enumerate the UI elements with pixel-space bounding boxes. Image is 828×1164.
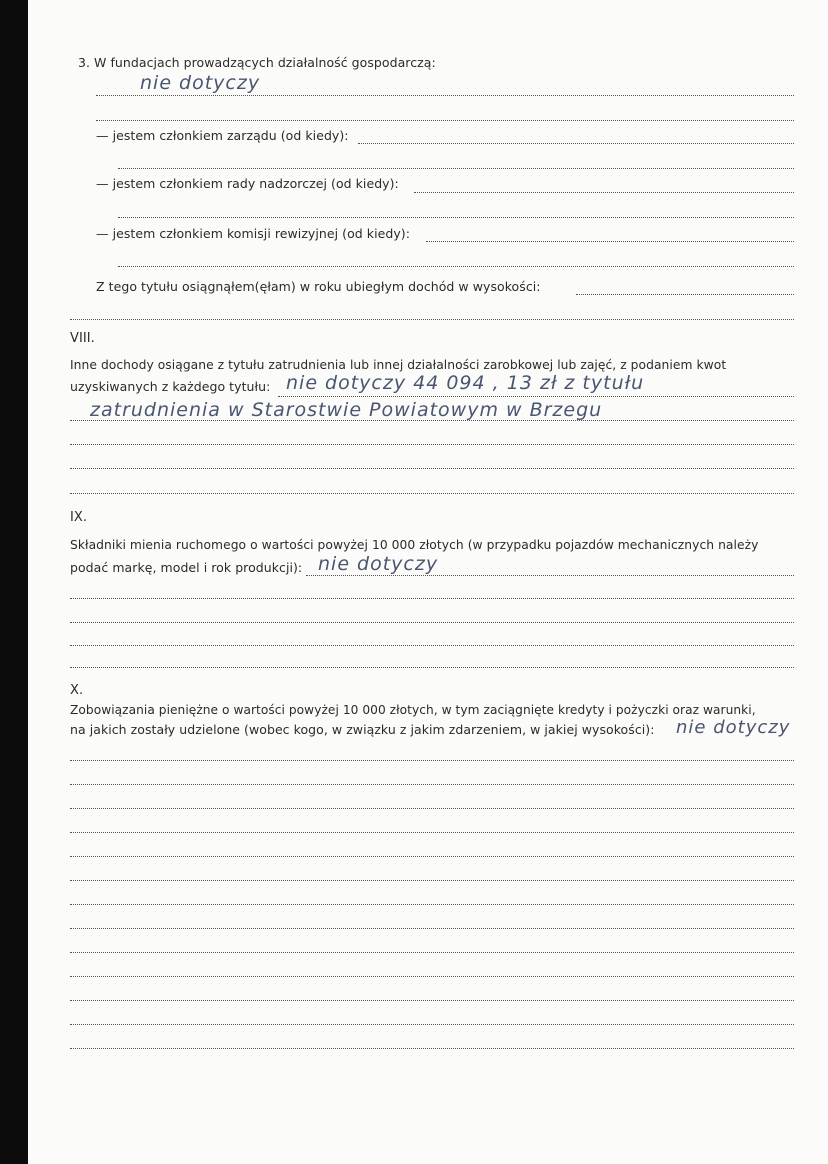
answer-line — [70, 856, 794, 857]
section-x-handwritten-answer: nie dotyczy — [676, 717, 791, 738]
scan-shadow-edge — [0, 0, 28, 1164]
answer-line — [70, 952, 794, 953]
income-label: Z tego tytułu osiągnąłem(ęłam) w roku ubiegłym dochód w wysokości: — [96, 279, 541, 294]
answer-line — [70, 904, 794, 905]
answer-line — [96, 95, 794, 96]
section-ix-handwritten-answer: nie dotyczy — [318, 553, 439, 575]
supervisory-board-label: — jestem członkiem rady nadzorczej (od kiedy): — [96, 176, 399, 191]
section-viii-heading: VIII. — [70, 331, 95, 346]
answer-line — [70, 832, 794, 833]
answer-line — [358, 143, 794, 144]
answer-line — [70, 493, 794, 494]
answer-line — [118, 217, 794, 218]
answer-line — [70, 667, 794, 668]
section-x-description: Zobowiązania pieniężne o wartości powyżej 10 000 złotych, w tym zaciągnięte kredyty i pożyczki oraz warunki, — [70, 703, 756, 717]
answer-line — [70, 880, 794, 881]
answer-line — [118, 168, 794, 169]
answer-line — [70, 928, 794, 929]
answer-line — [70, 1000, 794, 1001]
answer-line — [70, 622, 794, 623]
answer-line — [70, 1048, 794, 1049]
declaration-page — [28, 0, 828, 1164]
section-ix-description: Składniki mienia ruchomego o wartości powyżej 10 000 złotych (w przypadku pojazdów mechanicznych należy — [70, 538, 759, 552]
answer-line — [414, 192, 794, 193]
answer-line — [306, 575, 794, 576]
section-ix-heading: IX. — [70, 510, 88, 525]
answer-line — [70, 976, 794, 977]
section-viii-description: Inne dochody osiągane z tytułu zatrudnienia lub innej działalności zarobkowej lub zajęć, z podaniem kwot — [70, 358, 727, 372]
section-ix-description-cont: podać markę, model i rok produkcji): — [70, 560, 303, 575]
answer-line — [70, 598, 794, 599]
answer-line — [96, 120, 794, 121]
answer-line — [70, 420, 794, 421]
answer-line — [70, 645, 794, 646]
answer-line — [70, 468, 794, 469]
answer-line — [70, 319, 794, 320]
answer-line — [118, 266, 794, 267]
answer-line — [70, 784, 794, 785]
board-member-label: — jestem członkiem zarządu (od kiedy): — [96, 128, 349, 143]
answer-line — [426, 241, 794, 242]
answer-line — [70, 808, 794, 809]
answer-line — [278, 396, 794, 397]
section-x-description-cont: na jakich zostały udzielone (wobec kogo, w związku z jakim zdarzeniem, w jakiej wysokości): — [70, 722, 655, 737]
section-viii-handwritten-line2: zatrudnienia w Starostwie Powiatowym w Brzegu — [90, 399, 603, 421]
answer-line — [70, 1024, 794, 1025]
answer-line — [576, 294, 794, 295]
answer-line — [70, 444, 794, 445]
audit-committee-label: — jestem członkiem komisji rewizyjnej (od kiedy): — [96, 226, 410, 241]
foundations-handwritten-answer: nie dotyczy — [140, 72, 261, 94]
section-x-heading: X. — [70, 683, 84, 698]
answer-line — [70, 760, 794, 761]
section-viii-handwritten-line1: nie dotyczy 44 094 , 13 zł z tytułu — [286, 372, 645, 394]
section-viii-description-cont: uzyskiwanych z każdego tytułu: — [70, 379, 271, 394]
foundations-label: 3. W fundacjach prowadzących działalność gospodarczą: — [78, 55, 436, 70]
